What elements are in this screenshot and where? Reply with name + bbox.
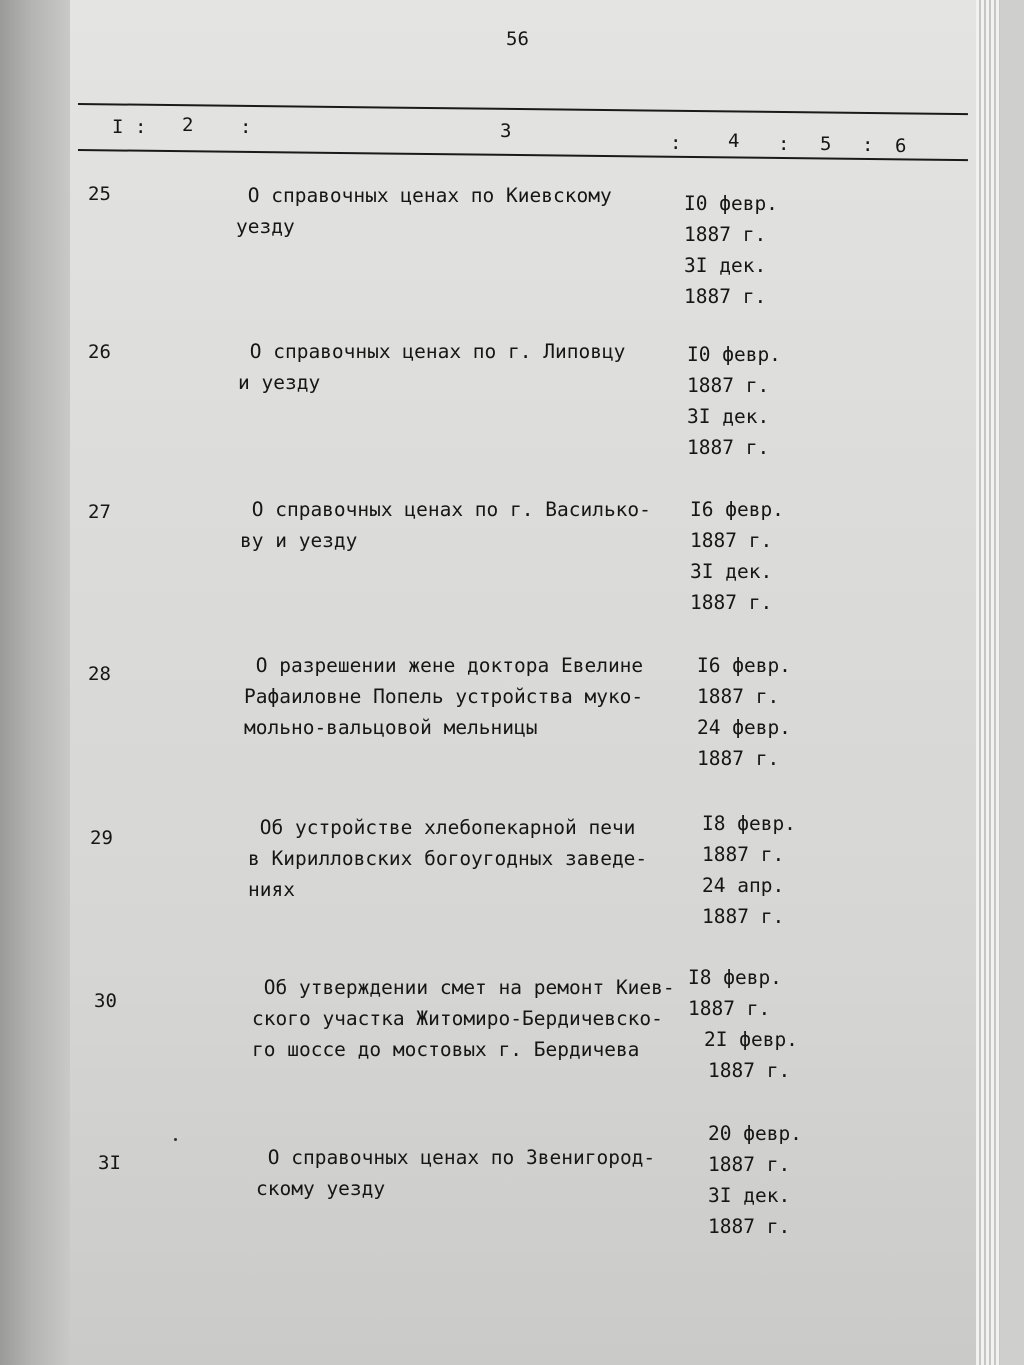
- end-year: 1887 г.: [687, 436, 770, 459]
- column-separator: :: [135, 116, 147, 138]
- title-line: Рафаиловне Попель устройства муко-: [244, 685, 644, 708]
- title-line: и уезду: [238, 371, 321, 394]
- ink-speck: [174, 1138, 177, 1141]
- header-rule-top: [78, 103, 968, 115]
- title-line: ского участка Житомиро-Бердичевско-: [252, 1007, 663, 1030]
- entry-number: 30: [94, 990, 117, 1012]
- column-number-6: 6: [895, 135, 907, 157]
- end-date: 3I дек.: [684, 254, 767, 277]
- column-number-2: 2: [182, 114, 194, 136]
- column-number-1: I: [112, 116, 124, 138]
- title-line: О разрешении жене доктора Евелине: [244, 654, 644, 677]
- title-line: О справочных ценах по Киевскому: [236, 184, 612, 207]
- entry-number: 29: [90, 827, 113, 849]
- end-year: 1887 г.: [708, 1059, 791, 1082]
- entry-title: [240, 494, 651, 556]
- entry-dates: [684, 188, 778, 312]
- entry-dates: [697, 650, 791, 774]
- end-date: 3I дек.: [690, 560, 773, 583]
- column-number-3: 3: [500, 120, 512, 142]
- entry-title: [248, 812, 647, 905]
- end-year: 1887 г.: [697, 747, 780, 770]
- end-year: 1887 г.: [702, 905, 785, 928]
- entry-number: 3I: [98, 1152, 121, 1174]
- end-date: 3I дек.: [708, 1184, 791, 1207]
- start-date: I6 февр.: [690, 498, 784, 521]
- end-year: 1887 г.: [708, 1215, 791, 1238]
- entry-number: 25: [88, 183, 111, 205]
- start-date: I6 февр.: [697, 654, 791, 677]
- end-date: 3I дек.: [687, 405, 770, 428]
- column-number-4: 4: [728, 130, 740, 152]
- title-line: ниях: [248, 878, 295, 901]
- entry-number: 28: [88, 663, 111, 685]
- end-date: 24 апр.: [702, 874, 785, 897]
- start-year: 1887 г.: [687, 374, 770, 397]
- start-date: I0 февр.: [687, 343, 781, 366]
- title-line: Об утверждении смет на ремонт Киев-: [252, 976, 675, 999]
- title-line: Об устройстве хлебопекарной печи: [248, 816, 636, 839]
- column-separator: :: [778, 133, 790, 155]
- start-year: 1887 г.: [690, 529, 773, 552]
- start-date: I8 февр.: [688, 966, 782, 989]
- start-date: 20 февр.: [708, 1122, 802, 1145]
- column-number-5: 5: [820, 133, 832, 155]
- entry-title: [244, 650, 643, 743]
- entry-title: [256, 1142, 655, 1204]
- title-line: ву и уезду: [240, 529, 358, 552]
- start-date: I0 февр.: [684, 192, 778, 215]
- start-year: 1887 г.: [697, 685, 780, 708]
- entry-title: [238, 336, 625, 398]
- page-number: 56: [506, 28, 529, 50]
- entry-number: 26: [88, 341, 111, 363]
- end-date: 24 февр.: [697, 716, 791, 739]
- entry-dates: [688, 962, 798, 1086]
- entry-dates: [708, 1118, 802, 1242]
- entry-dates: [702, 808, 796, 932]
- end-year: 1887 г.: [690, 591, 773, 614]
- start-year: 1887 г.: [702, 843, 785, 866]
- start-year: 1887 г.: [708, 1153, 791, 1176]
- header-rule-bottom: [78, 149, 968, 161]
- column-separator: :: [862, 134, 874, 156]
- title-line: го шоссе до мостовых г. Бердичева: [252, 1038, 640, 1061]
- entry-number: 27: [88, 501, 111, 523]
- title-line: О справочных ценах по г. Василько-: [240, 498, 651, 521]
- column-separator: :: [240, 116, 252, 138]
- end-year: 1887 г.: [684, 285, 767, 308]
- end-date: 2I февр.: [704, 1028, 798, 1051]
- entry-dates: [687, 339, 781, 463]
- title-line: О справочных ценах по Звенигород-: [256, 1146, 656, 1169]
- column-separator: :: [670, 132, 682, 154]
- start-year: 1887 г.: [688, 997, 771, 1020]
- title-line: уезду: [236, 215, 295, 238]
- title-line: в Кирилловских богоугодных заведе-: [248, 847, 648, 870]
- entry-dates: [690, 494, 784, 618]
- start-date: I8 февр.: [702, 812, 796, 835]
- title-line: О справочных ценах по г. Липовцу: [238, 340, 626, 363]
- start-year: 1887 г.: [684, 223, 767, 246]
- title-line: скому уезду: [256, 1177, 386, 1200]
- title-line: мольно-вальцовой мельницы: [244, 716, 538, 739]
- entry-title: [252, 972, 675, 1065]
- entry-title: [236, 180, 612, 242]
